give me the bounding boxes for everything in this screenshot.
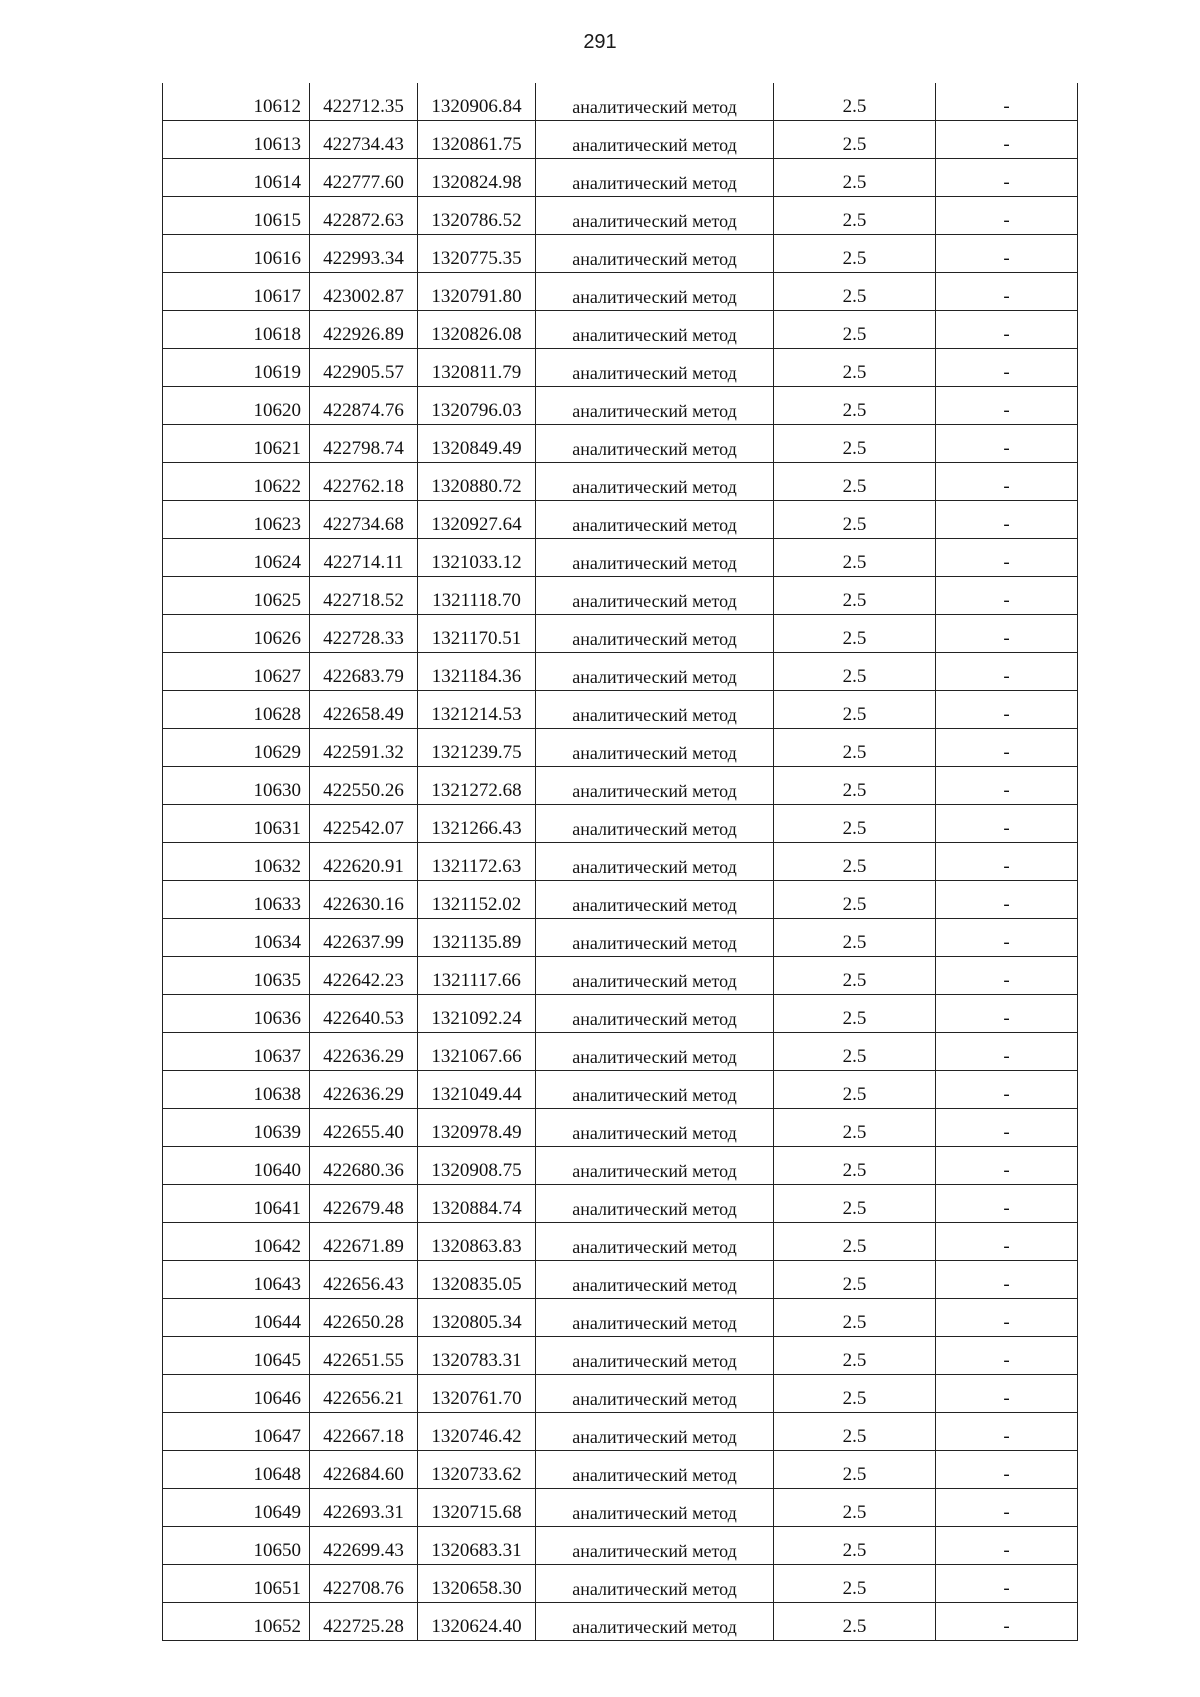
method-cell: аналитический метод	[536, 1413, 774, 1451]
accuracy-cell: 2.5	[774, 121, 936, 159]
table-row	[163, 1033, 1078, 1071]
x-coordinate-cell: 422636.29	[310, 1033, 418, 1071]
accuracy-cell: 2.5	[774, 577, 936, 615]
x-coordinate-cell: 422693.31	[310, 1489, 418, 1527]
x-coordinate-cell: 422872.63	[310, 197, 418, 235]
table-row	[163, 919, 1078, 957]
point-number-cell: 10628	[163, 691, 310, 729]
table-row	[163, 1489, 1078, 1527]
point-number-cell: 10642	[163, 1223, 310, 1261]
table-row	[163, 311, 1078, 349]
y-coordinate-cell: 1320624.40	[418, 1603, 536, 1641]
y-coordinate-cell: 1320906.84	[418, 83, 536, 121]
method-cell: аналитический метод	[536, 1033, 774, 1071]
method-cell: аналитический метод	[536, 1375, 774, 1413]
point-number-cell: 10637	[163, 1033, 310, 1071]
accuracy-cell: 2.5	[774, 425, 936, 463]
method-cell: аналитический метод	[536, 197, 774, 235]
y-coordinate-cell: 1320849.49	[418, 425, 536, 463]
point-number-cell: 10649	[163, 1489, 310, 1527]
x-coordinate-cell: 422542.07	[310, 805, 418, 843]
note-cell: -	[936, 1527, 1078, 1565]
y-coordinate-cell: 1321170.51	[418, 615, 536, 653]
x-coordinate-cell: 422655.40	[310, 1109, 418, 1147]
accuracy-cell: 2.5	[774, 349, 936, 387]
accuracy-cell: 2.5	[774, 1223, 936, 1261]
point-number-cell: 10636	[163, 995, 310, 1033]
method-cell: аналитический метод	[536, 1261, 774, 1299]
point-number-cell: 10648	[163, 1451, 310, 1489]
y-coordinate-cell: 1321049.44	[418, 1071, 536, 1109]
point-number-cell: 10634	[163, 919, 310, 957]
method-cell: аналитический метод	[536, 311, 774, 349]
method-cell: аналитический метод	[536, 121, 774, 159]
note-cell: -	[936, 1147, 1078, 1185]
table-row	[163, 463, 1078, 501]
accuracy-cell: 2.5	[774, 1565, 936, 1603]
x-coordinate-cell: 422550.26	[310, 767, 418, 805]
table-row	[163, 691, 1078, 729]
point-number-cell: 10651	[163, 1565, 310, 1603]
table-row	[163, 159, 1078, 197]
y-coordinate-cell: 1321118.70	[418, 577, 536, 615]
table-row	[163, 539, 1078, 577]
accuracy-cell: 2.5	[774, 1413, 936, 1451]
accuracy-cell: 2.5	[774, 1451, 936, 1489]
note-cell: -	[936, 83, 1078, 121]
table-row	[163, 121, 1078, 159]
y-coordinate-cell: 1320783.31	[418, 1337, 536, 1375]
x-coordinate-cell: 422656.43	[310, 1261, 418, 1299]
y-coordinate-cell: 1320880.72	[418, 463, 536, 501]
y-coordinate-cell: 1320824.98	[418, 159, 536, 197]
y-coordinate-cell: 1320811.79	[418, 349, 536, 387]
x-coordinate-cell: 422591.32	[310, 729, 418, 767]
accuracy-cell: 2.5	[774, 1033, 936, 1071]
y-coordinate-cell: 1320786.52	[418, 197, 536, 235]
method-cell: аналитический метод	[536, 1337, 774, 1375]
note-cell: -	[936, 881, 1078, 919]
method-cell: аналитический метод	[536, 653, 774, 691]
table-row	[163, 843, 1078, 881]
note-cell: -	[936, 501, 1078, 539]
y-coordinate-cell: 1321184.36	[418, 653, 536, 691]
y-coordinate-cell: 1321067.66	[418, 1033, 536, 1071]
note-cell: -	[936, 1033, 1078, 1071]
x-coordinate-cell: 422725.28	[310, 1603, 418, 1641]
x-coordinate-cell: 422656.21	[310, 1375, 418, 1413]
accuracy-cell: 2.5	[774, 767, 936, 805]
method-cell: аналитический метод	[536, 805, 774, 843]
x-coordinate-cell: 422993.34	[310, 235, 418, 273]
point-number-cell: 10617	[163, 273, 310, 311]
point-number-cell: 10621	[163, 425, 310, 463]
y-coordinate-cell: 1320791.80	[418, 273, 536, 311]
x-coordinate-cell: 422699.43	[310, 1527, 418, 1565]
accuracy-cell: 2.5	[774, 957, 936, 995]
table-row	[163, 1299, 1078, 1337]
note-cell: -	[936, 1223, 1078, 1261]
method-cell: аналитический метод	[536, 1451, 774, 1489]
accuracy-cell: 2.5	[774, 463, 936, 501]
y-coordinate-cell: 1320978.49	[418, 1109, 536, 1147]
method-cell: аналитический метод	[536, 235, 774, 273]
y-coordinate-cell: 1321172.63	[418, 843, 536, 881]
note-cell: -	[936, 425, 1078, 463]
accuracy-cell: 2.5	[774, 995, 936, 1033]
x-coordinate-cell: 422714.11	[310, 539, 418, 577]
y-coordinate-cell: 1320826.08	[418, 311, 536, 349]
table-row	[163, 83, 1078, 121]
accuracy-cell: 2.5	[774, 843, 936, 881]
method-cell: аналитический метод	[536, 1109, 774, 1147]
point-number-cell: 10625	[163, 577, 310, 615]
x-coordinate-cell: 422636.29	[310, 1071, 418, 1109]
accuracy-cell: 2.5	[774, 159, 936, 197]
point-number-cell: 10650	[163, 1527, 310, 1565]
point-number-cell: 10613	[163, 121, 310, 159]
point-number-cell: 10635	[163, 957, 310, 995]
note-cell: -	[936, 273, 1078, 311]
note-cell: -	[936, 463, 1078, 501]
x-coordinate-cell: 422798.74	[310, 425, 418, 463]
table-row	[163, 1147, 1078, 1185]
method-cell: аналитический метод	[536, 691, 774, 729]
note-cell: -	[936, 691, 1078, 729]
page-number: 291	[583, 31, 617, 53]
table-row	[163, 729, 1078, 767]
point-number-cell: 10652	[163, 1603, 310, 1641]
accuracy-cell: 2.5	[774, 805, 936, 843]
x-coordinate-cell: 422684.60	[310, 1451, 418, 1489]
table-row	[163, 995, 1078, 1033]
method-cell: аналитический метод	[536, 843, 774, 881]
note-cell: -	[936, 767, 1078, 805]
y-coordinate-cell: 1321092.24	[418, 995, 536, 1033]
x-coordinate-cell: 422712.35	[310, 83, 418, 121]
note-cell: -	[936, 311, 1078, 349]
table-row	[163, 767, 1078, 805]
note-cell: -	[936, 1375, 1078, 1413]
x-coordinate-cell: 422620.91	[310, 843, 418, 881]
accuracy-cell: 2.5	[774, 653, 936, 691]
accuracy-cell: 2.5	[774, 273, 936, 311]
x-coordinate-cell: 422651.55	[310, 1337, 418, 1375]
note-cell: -	[936, 1071, 1078, 1109]
point-number-cell: 10640	[163, 1147, 310, 1185]
accuracy-cell: 2.5	[774, 1071, 936, 1109]
note-cell: -	[936, 1185, 1078, 1223]
x-coordinate-cell: 422777.60	[310, 159, 418, 197]
table-row	[163, 805, 1078, 843]
note-cell: -	[936, 1603, 1078, 1641]
table-row	[163, 1527, 1078, 1565]
y-coordinate-cell: 1320861.75	[418, 121, 536, 159]
table-row	[163, 1413, 1078, 1451]
note-cell: -	[936, 653, 1078, 691]
method-cell: аналитический метод	[536, 1223, 774, 1261]
y-coordinate-cell: 1320908.75	[418, 1147, 536, 1185]
accuracy-cell: 2.5	[774, 1261, 936, 1299]
y-coordinate-cell: 1320927.64	[418, 501, 536, 539]
point-number-cell: 10623	[163, 501, 310, 539]
method-cell: аналитический метод	[536, 463, 774, 501]
note-cell: -	[936, 919, 1078, 957]
accuracy-cell: 2.5	[774, 691, 936, 729]
accuracy-cell: 2.5	[774, 1603, 936, 1641]
accuracy-cell: 2.5	[774, 1185, 936, 1223]
method-cell: аналитический метод	[536, 1489, 774, 1527]
note-cell: -	[936, 577, 1078, 615]
method-cell: аналитический метод	[536, 1299, 774, 1337]
y-coordinate-cell: 1320863.83	[418, 1223, 536, 1261]
note-cell: -	[936, 1299, 1078, 1337]
y-coordinate-cell: 1321239.75	[418, 729, 536, 767]
point-number-cell: 10633	[163, 881, 310, 919]
coordinates-table	[162, 83, 1078, 1641]
note-cell: -	[936, 159, 1078, 197]
point-number-cell: 10644	[163, 1299, 310, 1337]
y-coordinate-cell: 1320805.34	[418, 1299, 536, 1337]
point-number-cell: 10626	[163, 615, 310, 653]
method-cell: аналитический метод	[536, 767, 774, 805]
y-coordinate-cell: 1321272.68	[418, 767, 536, 805]
table-row	[163, 1565, 1078, 1603]
x-coordinate-cell: 422734.43	[310, 121, 418, 159]
table-body	[163, 83, 1078, 1641]
accuracy-cell: 2.5	[774, 197, 936, 235]
accuracy-cell: 2.5	[774, 1375, 936, 1413]
y-coordinate-cell: 1320761.70	[418, 1375, 536, 1413]
point-number-cell: 10629	[163, 729, 310, 767]
accuracy-cell: 2.5	[774, 1299, 936, 1337]
point-number-cell: 10632	[163, 843, 310, 881]
method-cell: аналитический метод	[536, 1603, 774, 1641]
method-cell: аналитический метод	[536, 387, 774, 425]
point-number-cell: 10630	[163, 767, 310, 805]
point-number-cell: 10638	[163, 1071, 310, 1109]
table-row	[163, 1337, 1078, 1375]
table-row	[163, 1185, 1078, 1223]
y-coordinate-cell: 1320715.68	[418, 1489, 536, 1527]
point-number-cell: 10614	[163, 159, 310, 197]
accuracy-cell: 2.5	[774, 311, 936, 349]
accuracy-cell: 2.5	[774, 881, 936, 919]
table-row	[163, 1603, 1078, 1641]
x-coordinate-cell: 422679.48	[310, 1185, 418, 1223]
method-cell: аналитический метод	[536, 1071, 774, 1109]
table-row	[163, 387, 1078, 425]
method-cell: аналитический метод	[536, 1147, 774, 1185]
x-coordinate-cell: 422667.18	[310, 1413, 418, 1451]
method-cell: аналитический метод	[536, 919, 774, 957]
point-number-cell: 10641	[163, 1185, 310, 1223]
x-coordinate-cell: 422650.28	[310, 1299, 418, 1337]
point-number-cell: 10615	[163, 197, 310, 235]
y-coordinate-cell: 1320683.31	[418, 1527, 536, 1565]
y-coordinate-cell: 1320733.62	[418, 1451, 536, 1489]
point-number-cell: 10624	[163, 539, 310, 577]
point-number-cell: 10616	[163, 235, 310, 273]
point-number-cell: 10620	[163, 387, 310, 425]
accuracy-cell: 2.5	[774, 1147, 936, 1185]
x-coordinate-cell: 422671.89	[310, 1223, 418, 1261]
x-coordinate-cell: 422640.53	[310, 995, 418, 1033]
table-row	[163, 615, 1078, 653]
note-cell: -	[936, 1451, 1078, 1489]
method-cell: аналитический метод	[536, 83, 774, 121]
table-row	[163, 1261, 1078, 1299]
x-coordinate-cell: 422642.23	[310, 957, 418, 995]
note-cell: -	[936, 1109, 1078, 1147]
x-coordinate-cell: 422926.89	[310, 311, 418, 349]
accuracy-cell: 2.5	[774, 1337, 936, 1375]
table-row	[163, 197, 1078, 235]
table-row	[163, 349, 1078, 387]
table-row	[163, 1375, 1078, 1413]
method-cell: аналитический метод	[536, 159, 774, 197]
point-number-cell: 10647	[163, 1413, 310, 1451]
note-cell: -	[936, 1565, 1078, 1603]
accuracy-cell: 2.5	[774, 235, 936, 273]
y-coordinate-cell: 1321117.66	[418, 957, 536, 995]
x-coordinate-cell: 422658.49	[310, 691, 418, 729]
accuracy-cell: 2.5	[774, 1109, 936, 1147]
accuracy-cell: 2.5	[774, 919, 936, 957]
y-coordinate-cell: 1321214.53	[418, 691, 536, 729]
point-number-cell: 10622	[163, 463, 310, 501]
table-row	[163, 425, 1078, 463]
point-number-cell: 10643	[163, 1261, 310, 1299]
table-row	[163, 1223, 1078, 1261]
method-cell: аналитический метод	[536, 425, 774, 463]
note-cell: -	[936, 197, 1078, 235]
method-cell: аналитический метод	[536, 577, 774, 615]
y-coordinate-cell: 1320775.35	[418, 235, 536, 273]
note-cell: -	[936, 539, 1078, 577]
x-coordinate-cell: 422762.18	[310, 463, 418, 501]
note-cell: -	[936, 615, 1078, 653]
method-cell: аналитический метод	[536, 349, 774, 387]
x-coordinate-cell: 422680.36	[310, 1147, 418, 1185]
note-cell: -	[936, 387, 1078, 425]
method-cell: аналитический метод	[536, 1185, 774, 1223]
note-cell: -	[936, 235, 1078, 273]
note-cell: -	[936, 729, 1078, 767]
x-coordinate-cell: 422630.16	[310, 881, 418, 919]
table-row	[163, 273, 1078, 311]
note-cell: -	[936, 957, 1078, 995]
y-coordinate-cell: 1320884.74	[418, 1185, 536, 1223]
x-coordinate-cell: 422683.79	[310, 653, 418, 691]
y-coordinate-cell: 1320835.05	[418, 1261, 536, 1299]
method-cell: аналитический метод	[536, 539, 774, 577]
point-number-cell: 10618	[163, 311, 310, 349]
accuracy-cell: 2.5	[774, 83, 936, 121]
table-row	[163, 881, 1078, 919]
note-cell: -	[936, 995, 1078, 1033]
table-row	[163, 1451, 1078, 1489]
x-coordinate-cell: 422708.76	[310, 1565, 418, 1603]
table-row	[163, 653, 1078, 691]
table-row	[163, 957, 1078, 995]
method-cell: аналитический метод	[536, 729, 774, 767]
accuracy-cell: 2.5	[774, 501, 936, 539]
point-number-cell: 10639	[163, 1109, 310, 1147]
x-coordinate-cell: 422637.99	[310, 919, 418, 957]
note-cell: -	[936, 1337, 1078, 1375]
point-number-cell: 10627	[163, 653, 310, 691]
x-coordinate-cell: 423002.87	[310, 273, 418, 311]
method-cell: аналитический метод	[536, 995, 774, 1033]
y-coordinate-cell: 1320658.30	[418, 1565, 536, 1603]
table-row	[163, 501, 1078, 539]
note-cell: -	[936, 121, 1078, 159]
x-coordinate-cell: 422718.52	[310, 577, 418, 615]
point-number-cell: 10646	[163, 1375, 310, 1413]
accuracy-cell: 2.5	[774, 729, 936, 767]
method-cell: аналитический метод	[536, 615, 774, 653]
y-coordinate-cell: 1320796.03	[418, 387, 536, 425]
method-cell: аналитический метод	[536, 881, 774, 919]
table-row	[163, 235, 1078, 273]
x-coordinate-cell: 422874.76	[310, 387, 418, 425]
y-coordinate-cell: 1321152.02	[418, 881, 536, 919]
x-coordinate-cell: 422905.57	[310, 349, 418, 387]
x-coordinate-cell: 422734.68	[310, 501, 418, 539]
method-cell: аналитический метод	[536, 1565, 774, 1603]
x-coordinate-cell: 422728.33	[310, 615, 418, 653]
accuracy-cell: 2.5	[774, 539, 936, 577]
y-coordinate-cell: 1321266.43	[418, 805, 536, 843]
point-number-cell: 10631	[163, 805, 310, 843]
method-cell: аналитический метод	[536, 501, 774, 539]
method-cell: аналитический метод	[536, 1527, 774, 1565]
point-number-cell: 10619	[163, 349, 310, 387]
y-coordinate-cell: 1321033.12	[418, 539, 536, 577]
note-cell: -	[936, 349, 1078, 387]
table-row	[163, 1071, 1078, 1109]
note-cell: -	[936, 1413, 1078, 1451]
table-row	[163, 1109, 1078, 1147]
y-coordinate-cell: 1321135.89	[418, 919, 536, 957]
point-number-cell: 10612	[163, 83, 310, 121]
note-cell: -	[936, 805, 1078, 843]
point-number-cell: 10645	[163, 1337, 310, 1375]
y-coordinate-cell: 1320746.42	[418, 1413, 536, 1451]
accuracy-cell: 2.5	[774, 1527, 936, 1565]
accuracy-cell: 2.5	[774, 1489, 936, 1527]
accuracy-cell: 2.5	[774, 387, 936, 425]
table-row	[163, 577, 1078, 615]
method-cell: аналитический метод	[536, 273, 774, 311]
note-cell: -	[936, 1489, 1078, 1527]
method-cell: аналитический метод	[536, 957, 774, 995]
note-cell: -	[936, 843, 1078, 881]
accuracy-cell: 2.5	[774, 615, 936, 653]
note-cell: -	[936, 1261, 1078, 1299]
